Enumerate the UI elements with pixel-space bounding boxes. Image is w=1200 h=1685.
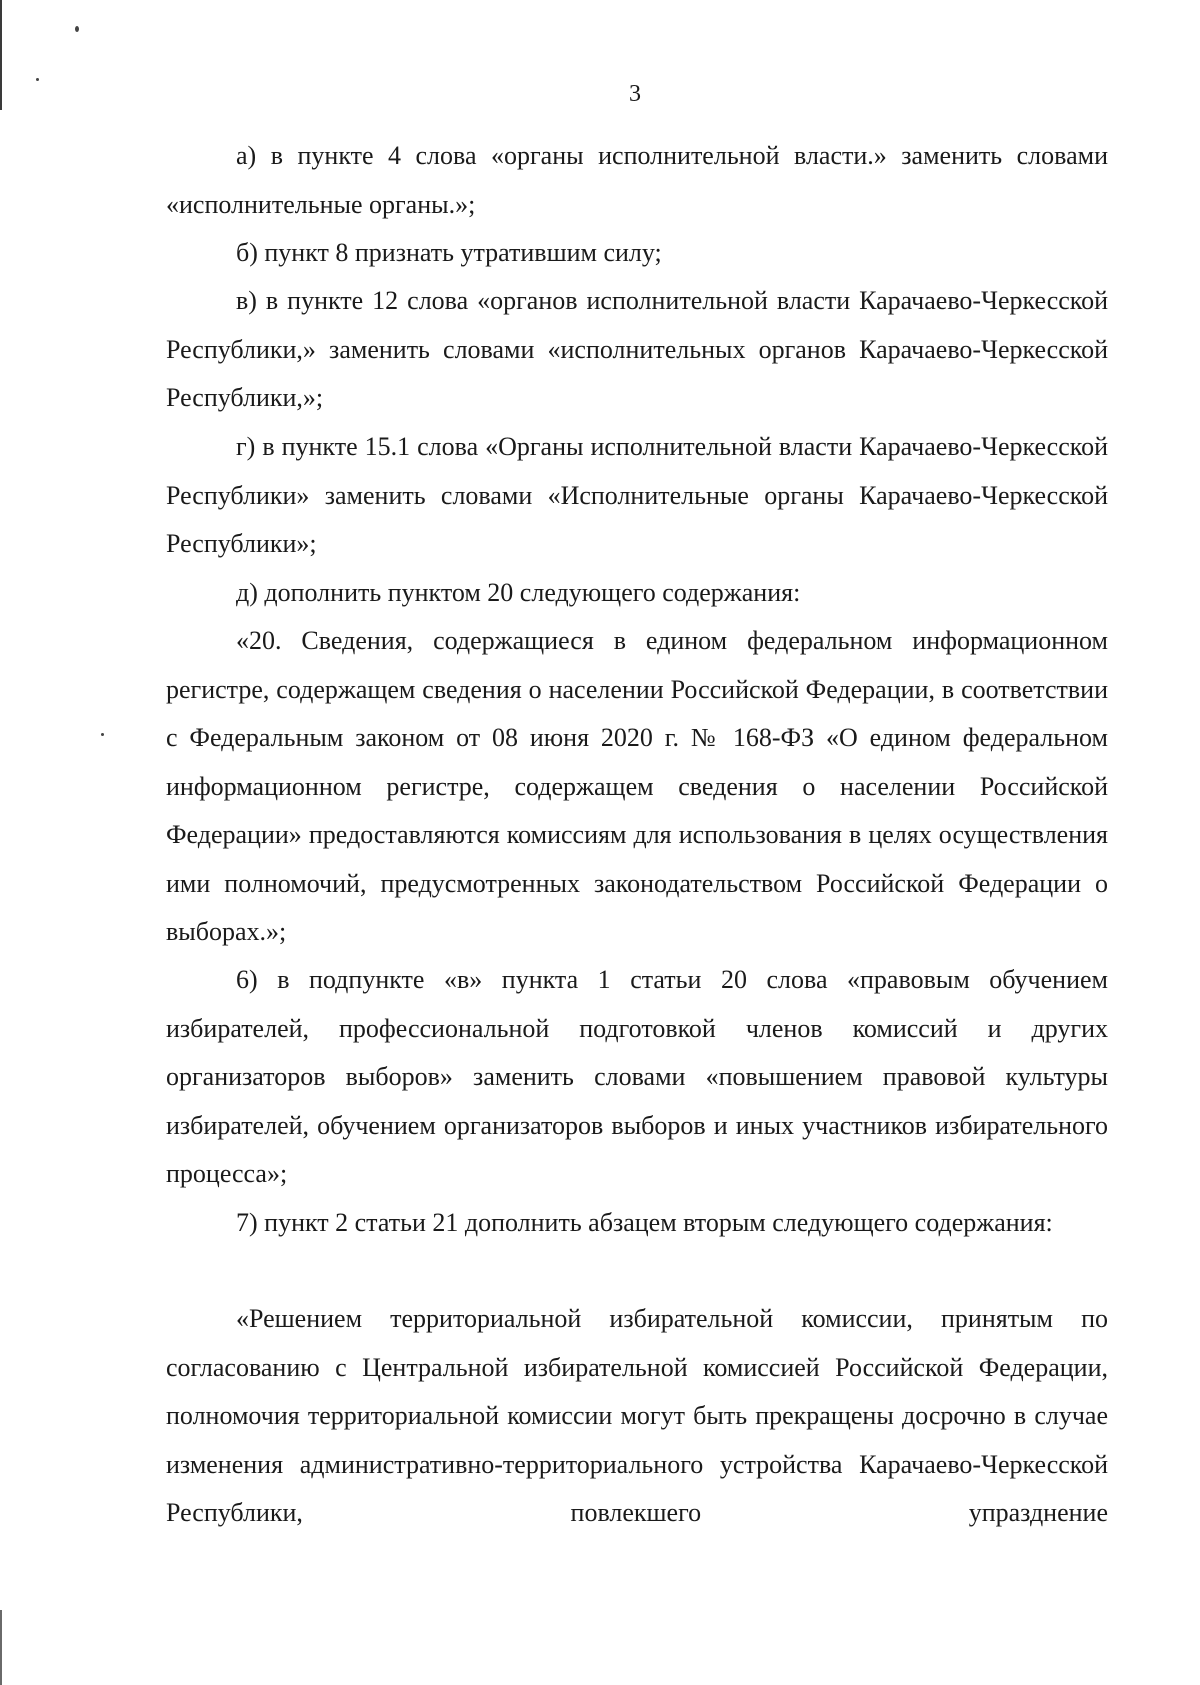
paragraph-6: 6) в подпункте «в» пункта 1 статьи 20 слова «правовым обучением избирателей, профессиональной подготовкой членов комиссий и других организаторов выборов» заменить словами «повышением правовой культуры избирателей, обучением организаторов выборов и иных участников избирательного процесса»;	[166, 965, 1108, 1188]
paragraph-item-20: «20. Сведения, содержащиеся в едином федеральном информационном регистре, содержащем сведения о населении Российской Федерации, в соответствии с Федеральным законом от 08 июня 2020 г. № 168-ФЗ «О едином федеральном информационном регистре, содержащем сведения о населении Российской Федерации» предоставляются комиссиям для использования в целях осуществления ими полномочий, предусмотренных законодательством Российской Федерации о выборах.»;	[166, 626, 1108, 946]
paragraph-7: 7) пункт 2 статьи 21 дополнить абзацем вторым следующего содержания:	[236, 1208, 1053, 1237]
paragraph-v: в) в пункте 12 слова «органов исполнительной власти Карачаево-Черкесской Республики,» заменить словами «исполнительных органов Карачаево-Черкесской Республики,»;	[166, 286, 1108, 412]
scan-speck	[101, 733, 104, 736]
page-number: 3	[629, 81, 641, 107]
paragraph-g: г) в пункте 15.1 слова «Органы исполнительной власти Карачаево-Черкесской Республики» заменить словами «Исполнительные органы Карачаево-Черкесской Республики»;	[166, 432, 1108, 558]
paragraph-a: а) в пункте 4 слова «органы исполнительной власти.» заменить словами «исполнительные органы.»;	[166, 141, 1108, 219]
paragraph-b: б) пункт 8 признать утратившим силу;	[236, 238, 662, 267]
paragraph-d: д) дополнить пунктом 20 следующего содержания:	[236, 578, 801, 607]
scan-edge-mark	[0, 1610, 2, 1685]
paragraph-decision: «Решением территориальной избирательной комиссии, принятым по согласованию с Центральной избирательной комиссией Российской Федерации, полномочия территориальной комиссии могут быть прекращены досрочно в случае изменения административно-территориального устройства Карачаево-Черкесской Республики, повлекшего упразднение	[166, 1304, 1108, 1527]
scan-speck	[75, 26, 79, 32]
